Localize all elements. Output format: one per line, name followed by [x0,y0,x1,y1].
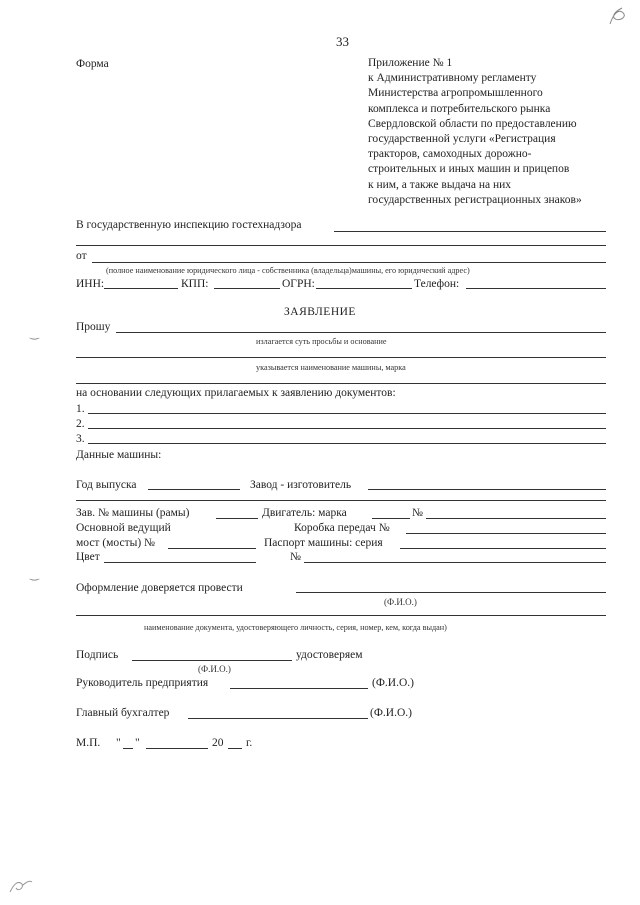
head-signature-field[interactable] [230,688,368,689]
trust-fio-field[interactable] [296,592,606,593]
inn-field[interactable] [104,288,178,289]
accountant-signature-field[interactable] [188,718,368,719]
year-label: Год выпуска [76,479,137,491]
from-hint: (полное наименование юридического лица - собственника (владельца)машины, его юридический адрес) [106,266,470,275]
manufacturer-label: Завод - изготовитель [250,479,352,491]
date-year-prefix: 20 [212,737,224,749]
axle-number-label: мост (мосты) № [76,537,155,549]
request-field[interactable] [116,332,606,333]
annex-line: государственных регистрационных знаков» [368,193,582,206]
frame-number-label: Зав. № машины (рамы) [76,507,190,519]
color-label: Цвет [76,551,100,563]
machine-section-label: Данные машины: [76,449,162,461]
date-day-field[interactable] [123,748,133,749]
manufacturer-field-line-2[interactable] [76,500,606,501]
stamp-label: М.П. [76,737,101,749]
annex-line: Министерства агропромышленного [368,87,543,100]
passport-series-label: Паспорт машины: серия [264,537,383,549]
margin-tick: ‿ [30,327,39,340]
engine-brand-field[interactable] [372,518,410,519]
passport-number-label: № [290,551,301,563]
form-label: Форма [76,58,109,70]
date-month-field[interactable] [146,748,208,749]
accountant-label: Главный бухгалтер [76,707,170,719]
engine-number-label: № [412,507,423,519]
certify-label: удостоверяем [296,649,363,661]
trust-fio-hint: (Ф.И.О.) [384,597,417,607]
phone-field[interactable] [466,288,606,289]
annex-block [368,56,628,208]
kpp-label: КПП: [181,278,209,290]
request-label: Прошу [76,321,111,333]
handwritten-mark-top [604,4,630,30]
document-item-number: 3. [76,433,85,445]
date-year-suffix: г. [246,737,253,749]
signature-fio-hint: (Ф.И.О.) [198,664,231,674]
annex-line: к ним, а также выдача на них [368,178,512,191]
head-label: Руководитель предприятия [76,677,209,689]
date-year-field[interactable] [228,748,242,749]
manufacturer-field[interactable] [368,489,606,490]
date-quote-open: " [116,737,121,749]
trust-document-hint: наименование документа, удостоверяющего личность, серия, номер, кем, когда выдан) [144,623,447,632]
annex-line: государственной услуги «Регистрация [368,133,556,146]
trust-document-field[interactable] [76,615,606,616]
ogrn-field[interactable] [316,288,412,289]
kpp-field[interactable] [214,288,280,289]
page-number: 33 [336,34,349,49]
machine-hint: указывается наименование машины, марка [256,363,406,372]
signature-label: Подпись [76,649,119,661]
date-quote-close: " [135,737,140,749]
axle-number-field[interactable] [168,548,256,549]
inn-label: ИНН: [76,278,105,290]
document-item-number: 2. [76,418,85,430]
trust-label: Оформление доверяется провести [76,582,243,594]
request-field-line-3[interactable] [76,383,606,384]
from-label: от [76,250,87,262]
annex-line: к Административному регламенту [368,72,537,85]
head-fio-label: (Ф.И.О.) [372,677,414,689]
phone-label: Телефон: [414,278,460,290]
from-field[interactable] [92,262,606,263]
document-title: ЗАЯВЛЕНИЕ [284,306,356,318]
inspection-field-line-2[interactable] [76,245,606,246]
documents-label: на основании следующих прилагаемых к заявлению документов: [76,387,396,399]
accountant-fio-label: (Ф.И.О.) [370,707,412,719]
signature-field[interactable] [132,660,292,661]
engine-brand-label: Двигатель: марка [262,507,347,519]
inspection-label: В государственную инспекцию гостехнадзора [76,219,302,231]
annex-line: тракторов, самоходных дорожно- [368,148,532,161]
request-field-line-2[interactable] [76,357,606,358]
document-item-number: 1. [76,403,85,415]
ogrn-label: ОГРН: [282,278,315,290]
passport-number-field[interactable] [304,562,606,563]
color-field[interactable] [104,562,256,563]
document-item-field[interactable] [88,443,606,444]
passport-series-field[interactable] [400,548,606,549]
document-item-field[interactable] [88,413,606,414]
gearbox-label: Коробка передач № [294,522,390,534]
annex-line: комплекса и потребительского рынка [368,102,551,115]
document-item-field[interactable] [88,428,606,429]
year-field[interactable] [148,489,240,490]
handwritten-mark-bottom [6,874,36,898]
gearbox-field[interactable] [406,533,606,534]
inspection-field[interactable] [334,231,606,232]
margin-tick: ‿ [30,568,39,581]
drive-axle-label: Основной ведущий [76,522,171,534]
request-hint: излагается суть просьбы и основание [256,337,387,346]
annex-line: Приложение № 1 [368,57,453,69]
frame-number-field[interactable] [216,518,258,519]
annex-line: строительных и иных машин и прицепов [368,163,570,176]
engine-number-field[interactable] [426,518,606,519]
annex-line: Свердловской области по предоставлению [368,117,577,130]
